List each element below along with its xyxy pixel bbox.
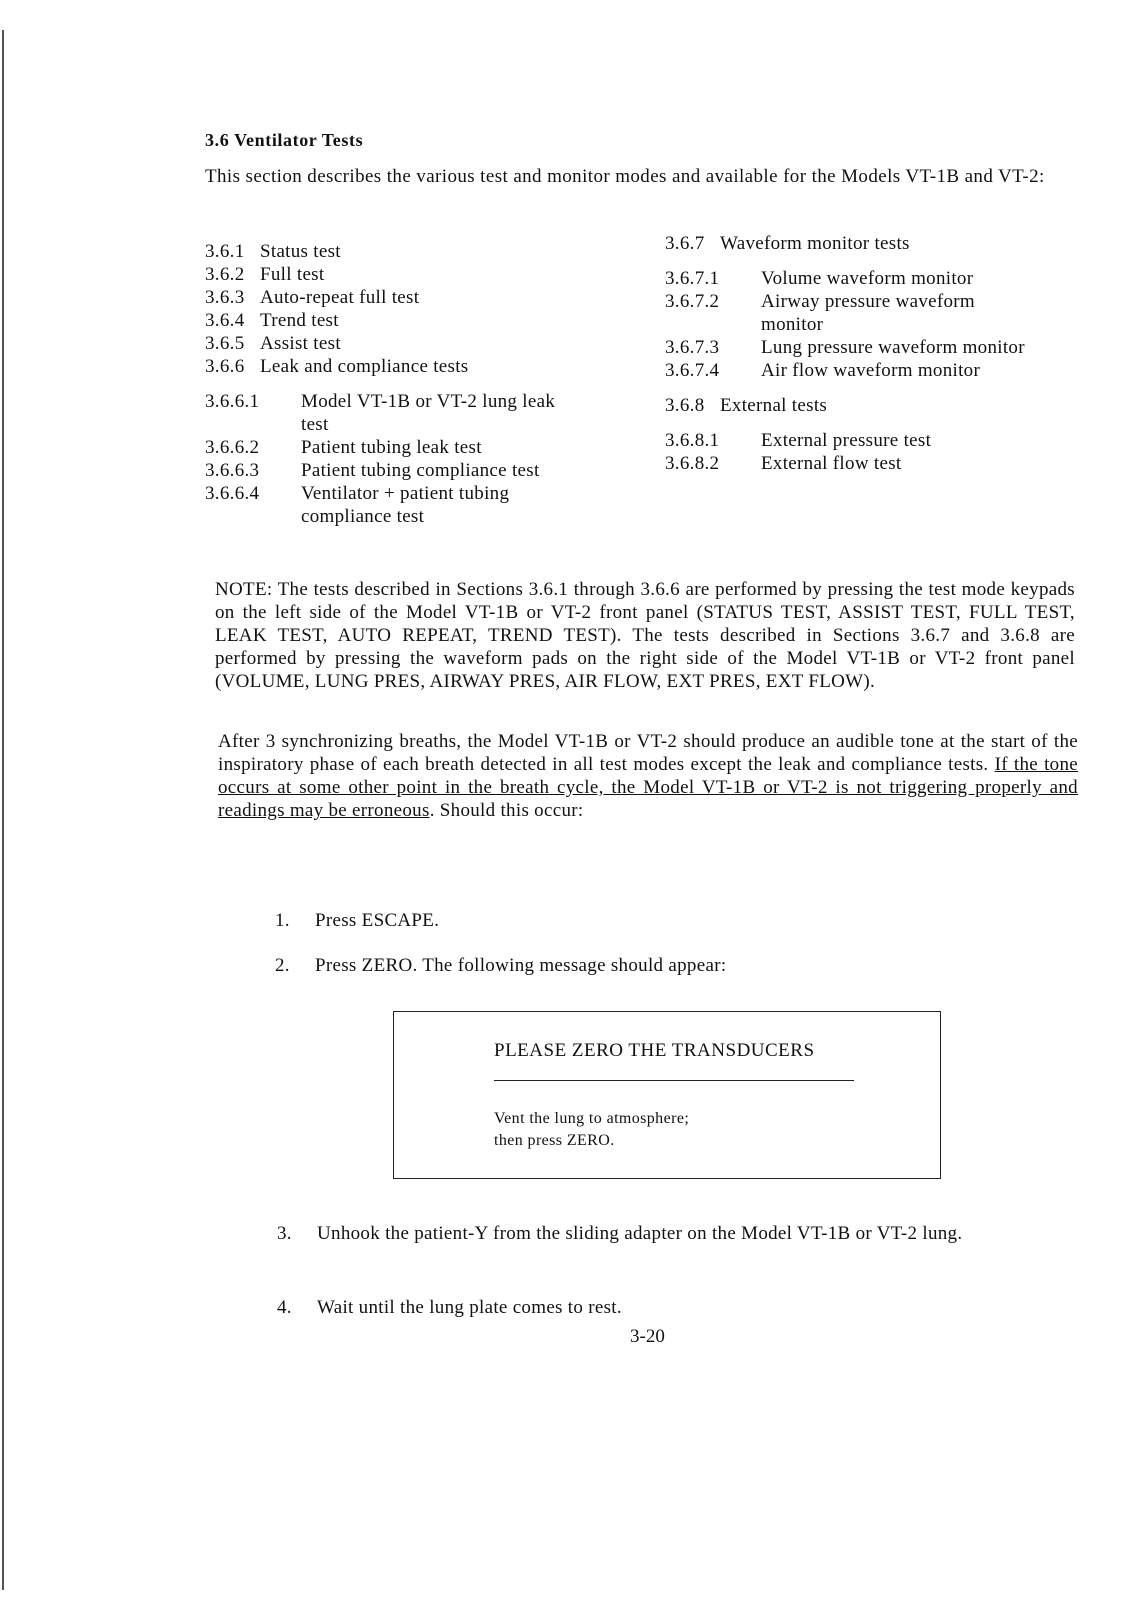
trigger-paragraph	[218, 730, 1078, 822]
step-item: 4. Wait until the lung plate comes to rest.	[277, 1297, 622, 1318]
note-paragraph: NOTE: The tests described in Sections 3.6.1 through 3.6.6 are performed by pressing the test mode keypads on the left side of the Model VT-1B or VT-2 front panel (STATUS TEST, ASSIST TEST, FULL TEST, LEAK TEST, AUTO REPEAT, TREND TEST). The tests described in Sections 3.6.7 and 3.6.8 are performed by pressing the waveform pads on the right side of the Model VT-1B or VT-2 front panel (VOLUME, LUNG PRES, AIRWAY PRES, AIR FLOW, EXT PRES, EXT FLOW).	[215, 579, 1075, 692]
toc-subitem: 3.6.7.1 Volume waveform monitor	[665, 268, 974, 289]
toc-subitem: 3.6.7.3 Lung pressure waveform monitor	[665, 337, 1025, 358]
para-text: After 3 synchronizing breaths, the Model VT-1B or VT-2 should produce an audible tone at the start of the inspiratory phase of each breath detected in all test modes except the leak and compliance tests.	[218, 731, 1078, 775]
toc-subitem: 3.6.6.3 Patient tubing compliance test	[205, 460, 540, 481]
section-title: 3.6 Ventilator Tests	[205, 130, 364, 150]
toc-item: 3.6.2 Full test	[205, 264, 325, 285]
toc-subitem: 3.6.6.4 Ventilator + patient tubing compliance test	[205, 483, 510, 527]
toc-subitem: 3.6.7.4 Air flow waveform monitor	[665, 360, 981, 381]
toc-item: 3.6.7 Waveform monitor tests	[665, 233, 910, 254]
zero-message-box	[393, 1011, 941, 1179]
warning-underlined-text: If the tone occurs at some other point in the breath cycle, the Model VT-1B or VT-2 is not triggering properly and readings may be erroneous	[218, 754, 1078, 821]
toc-item: 3.6.4 Trend test	[205, 310, 339, 331]
toc-item: 3.6.8 External tests	[665, 395, 828, 416]
toc-subitem: 3.6.6.2 Patient tubing leak test	[205, 437, 482, 458]
toc-item: 3.6.3 Auto-repeat full test	[205, 287, 420, 308]
toc-item: 3.6.5 Assist test	[205, 333, 341, 354]
toc-subitem: 3.6.7.2 Airway pressure waveform monitor	[665, 291, 976, 335]
toc-subitem: 3.6.8.2 External flow test	[665, 453, 902, 474]
toc-subitem: 3.6.8.1 External pressure test	[665, 430, 932, 451]
toc-right	[665, 232, 1031, 475]
toc-item: 3.6.6 Leak and compliance tests	[205, 356, 469, 377]
step-item: 2. Press ZERO. The following message should appear:	[275, 955, 727, 976]
message-body: Vent the lung to atmosphere; then press ZERO.	[494, 1110, 690, 1149]
page-number: 3-20	[630, 1326, 665, 1347]
toc-subitem: 3.6.6.1 Model VT-1B or VT-2 lung leak test	[205, 391, 556, 435]
message-heading: PLEASE ZERO THE TRANSDUCERS	[494, 1040, 815, 1061]
message-divider	[494, 1080, 854, 1081]
toc-left	[205, 240, 571, 528]
step-item: 3. Unhook the patient-Y from the sliding adapter on the Model VT-1B or VT-2 lung.	[277, 1223, 963, 1244]
binding-edge	[0, 30, 8, 1590]
para-text-end: . Should this occur:	[429, 800, 584, 821]
toc-item: 3.6.1 Status test	[205, 241, 341, 262]
step-item: 1. Press ESCAPE.	[275, 910, 440, 931]
section-intro: This section describes the various test and monitor modes and available for the Models VT-1B and VT-2:	[205, 166, 1045, 187]
